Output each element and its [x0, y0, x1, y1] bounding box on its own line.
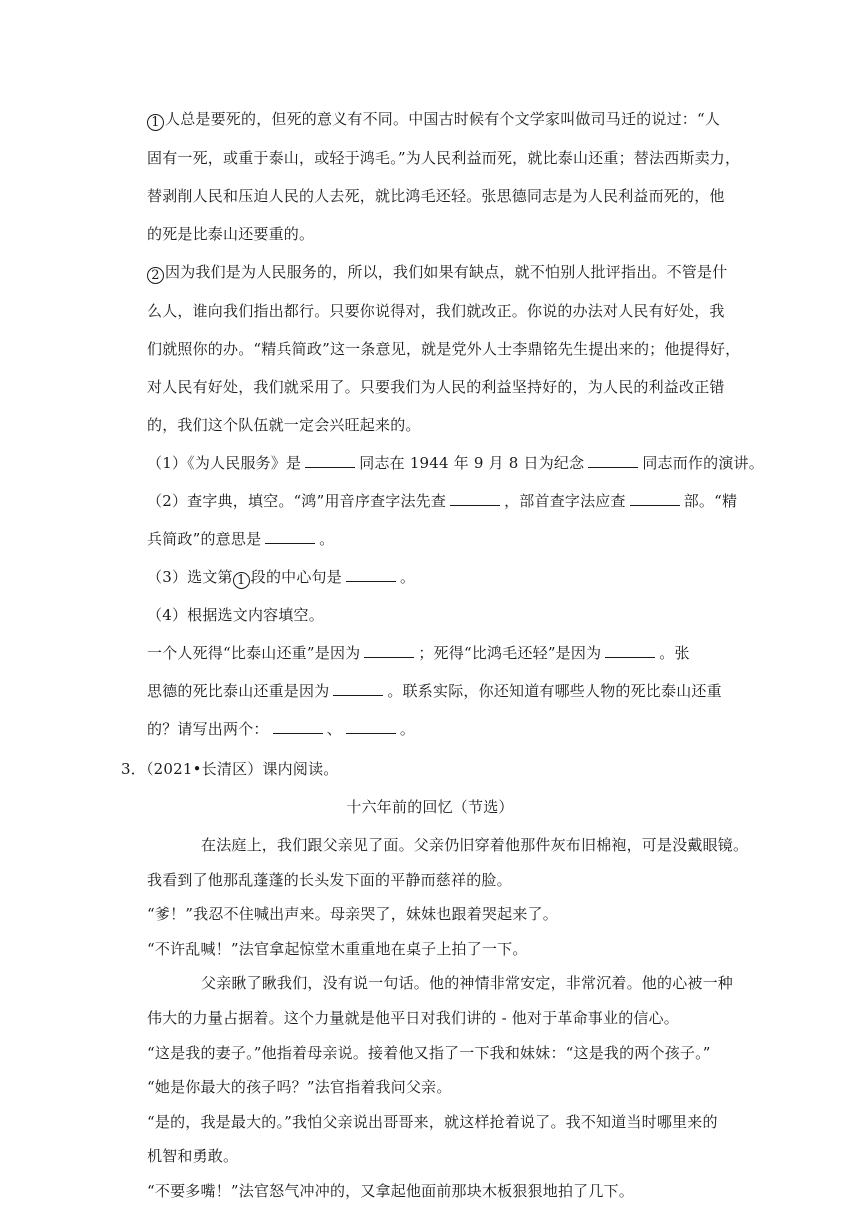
answer-blank[interactable] [346, 719, 396, 734]
answer-blank[interactable] [605, 643, 655, 658]
answer-blank[interactable] [333, 681, 383, 696]
question-2-line-1: （2）查字典，填空。“鸿”用音序查字法先查 ，部首查字法应查 部。“精 [147, 492, 738, 510]
question-4-line-1: 一个人死得“比泰山还重”是因为 ；死得“比鸿毛还轻”是因为 。张 [147, 644, 690, 662]
question-4-line-3: 的？请写出两个： 、 。 [147, 720, 416, 738]
passage-line-5: 父亲瞅了瞅我们，没有说一句话。他的神情非常安定，非常沉着。他的心被一种 [201, 974, 734, 992]
passage-title: 十六年前的回忆（节选） [346, 798, 514, 816]
section-3-header: 3．（2021•长清区）课内阅读。 [121, 760, 339, 778]
question-4-line-2: 思德的死比泰山还重是因为 。联系实际，你还知道有哪些人物的死比泰山还重 [147, 682, 722, 700]
paragraph-2-line-3: 们就照你的办。“精兵简政”这一条意见，就是党外人士李鼎铭先生提出来的；他提得好， [147, 340, 741, 358]
answer-blank[interactable] [265, 529, 315, 544]
answer-blank[interactable] [630, 491, 680, 506]
answer-blank[interactable] [273, 719, 323, 734]
passage-line-10: 机智和勇敢。 [147, 1147, 239, 1165]
question-2-line-2: 兵简政”的意思是 。 [147, 530, 335, 548]
paragraph-2-line-5: 的，我们这个队伍就一定会兴旺起来的。 [147, 416, 421, 434]
answer-blank[interactable] [346, 567, 396, 582]
paragraph-marker-1: 1 [147, 114, 164, 131]
answer-blank[interactable] [450, 491, 500, 506]
answer-blank[interactable] [364, 643, 414, 658]
passage-line-2: 我看到了他那乱蓬蓬的长头发下面的平静而慈祥的脸。 [147, 871, 512, 889]
question-4-title: （4）根据选文内容填空。 [147, 606, 324, 624]
passage-line-11: “不要多嘴！”法官怒气冲冲的，又拿起他面前那块木板狠狠地拍了几下。 [147, 1182, 634, 1200]
passage-line-7: “这是我的妻子。”他指着母亲说。接着他又指了一下我和妹妹：“这是我的两个孩子。” [147, 1044, 711, 1062]
paragraph-1-line-4: 的死是比泰山还要重的。 [147, 225, 315, 243]
paragraph-2-line-2: 么人，谁向我们指出都行。只要你说得对，我们就改正。你说的办法对人民有好处，我 [147, 302, 725, 320]
paragraph-1-line-1: 1 人总是要死的，但死的意义有不同。中国古时候有个文学家叫做司马迁的说过：“人 [147, 108, 720, 131]
passage-line-1: 在法庭上，我们跟父亲见了面。父亲仍旧穿着他那件灰布旧棉袍，可是没戴眼镜。 [201, 836, 749, 854]
passage-line-9: “是的，我是最大的。”我怕父亲说出哥哥来，就这样抢着说了。我不知道当时哪里来的 [147, 1113, 718, 1131]
answer-blank[interactable] [305, 453, 355, 468]
paragraph-marker-2: 2 [147, 267, 164, 284]
paragraph-marker-ref: 1 [233, 572, 250, 589]
paragraph-1-line-2: 固有一死，或重于泰山，或轻于鸿毛。”为人民利益而死，就比泰山还重；替法西斯卖力， [147, 149, 741, 167]
paragraph-2-line-1: 2 因为我们是为人民服务的，所以，我们如果有缺点，就不怕别人批评指出。不管是什 [147, 261, 727, 284]
question-3: （3）选文第 1 段的中心句是 。 [147, 568, 416, 588]
paragraph-1-line-3: 替剥削人民和压迫人民的人去死，就比鸿毛还轻。张思德同志是为人民利益而死的，他 [147, 187, 725, 205]
paragraph-2-line-4: 对人民有好处，我们就采用了。只要我们为人民的利益坚持好的，为人民的利益改正错 [147, 378, 725, 396]
passage-line-4: “不许乱喊！”法官拿起惊堂木重重地在桌子上拍了一下。 [147, 940, 528, 958]
passage-line-6: 伟大的力量占据着。这个力量就是他平日对我们讲的 - 他对于革命事业的信心。 [147, 1009, 680, 1027]
passage-line-8: “她是你最大的孩子吗？”法官指着我问父亲。 [147, 1078, 452, 1096]
passage-line-3: “爹！”我忍不住喊出声来。母亲哭了，妹妹也跟着哭起来了。 [147, 905, 558, 923]
answer-blank[interactable] [588, 453, 638, 468]
question-1: （1）《为人民服务》是 同志在 1944 年 9 月 8 日为纪念 同志而作的演讲。 [147, 454, 764, 472]
